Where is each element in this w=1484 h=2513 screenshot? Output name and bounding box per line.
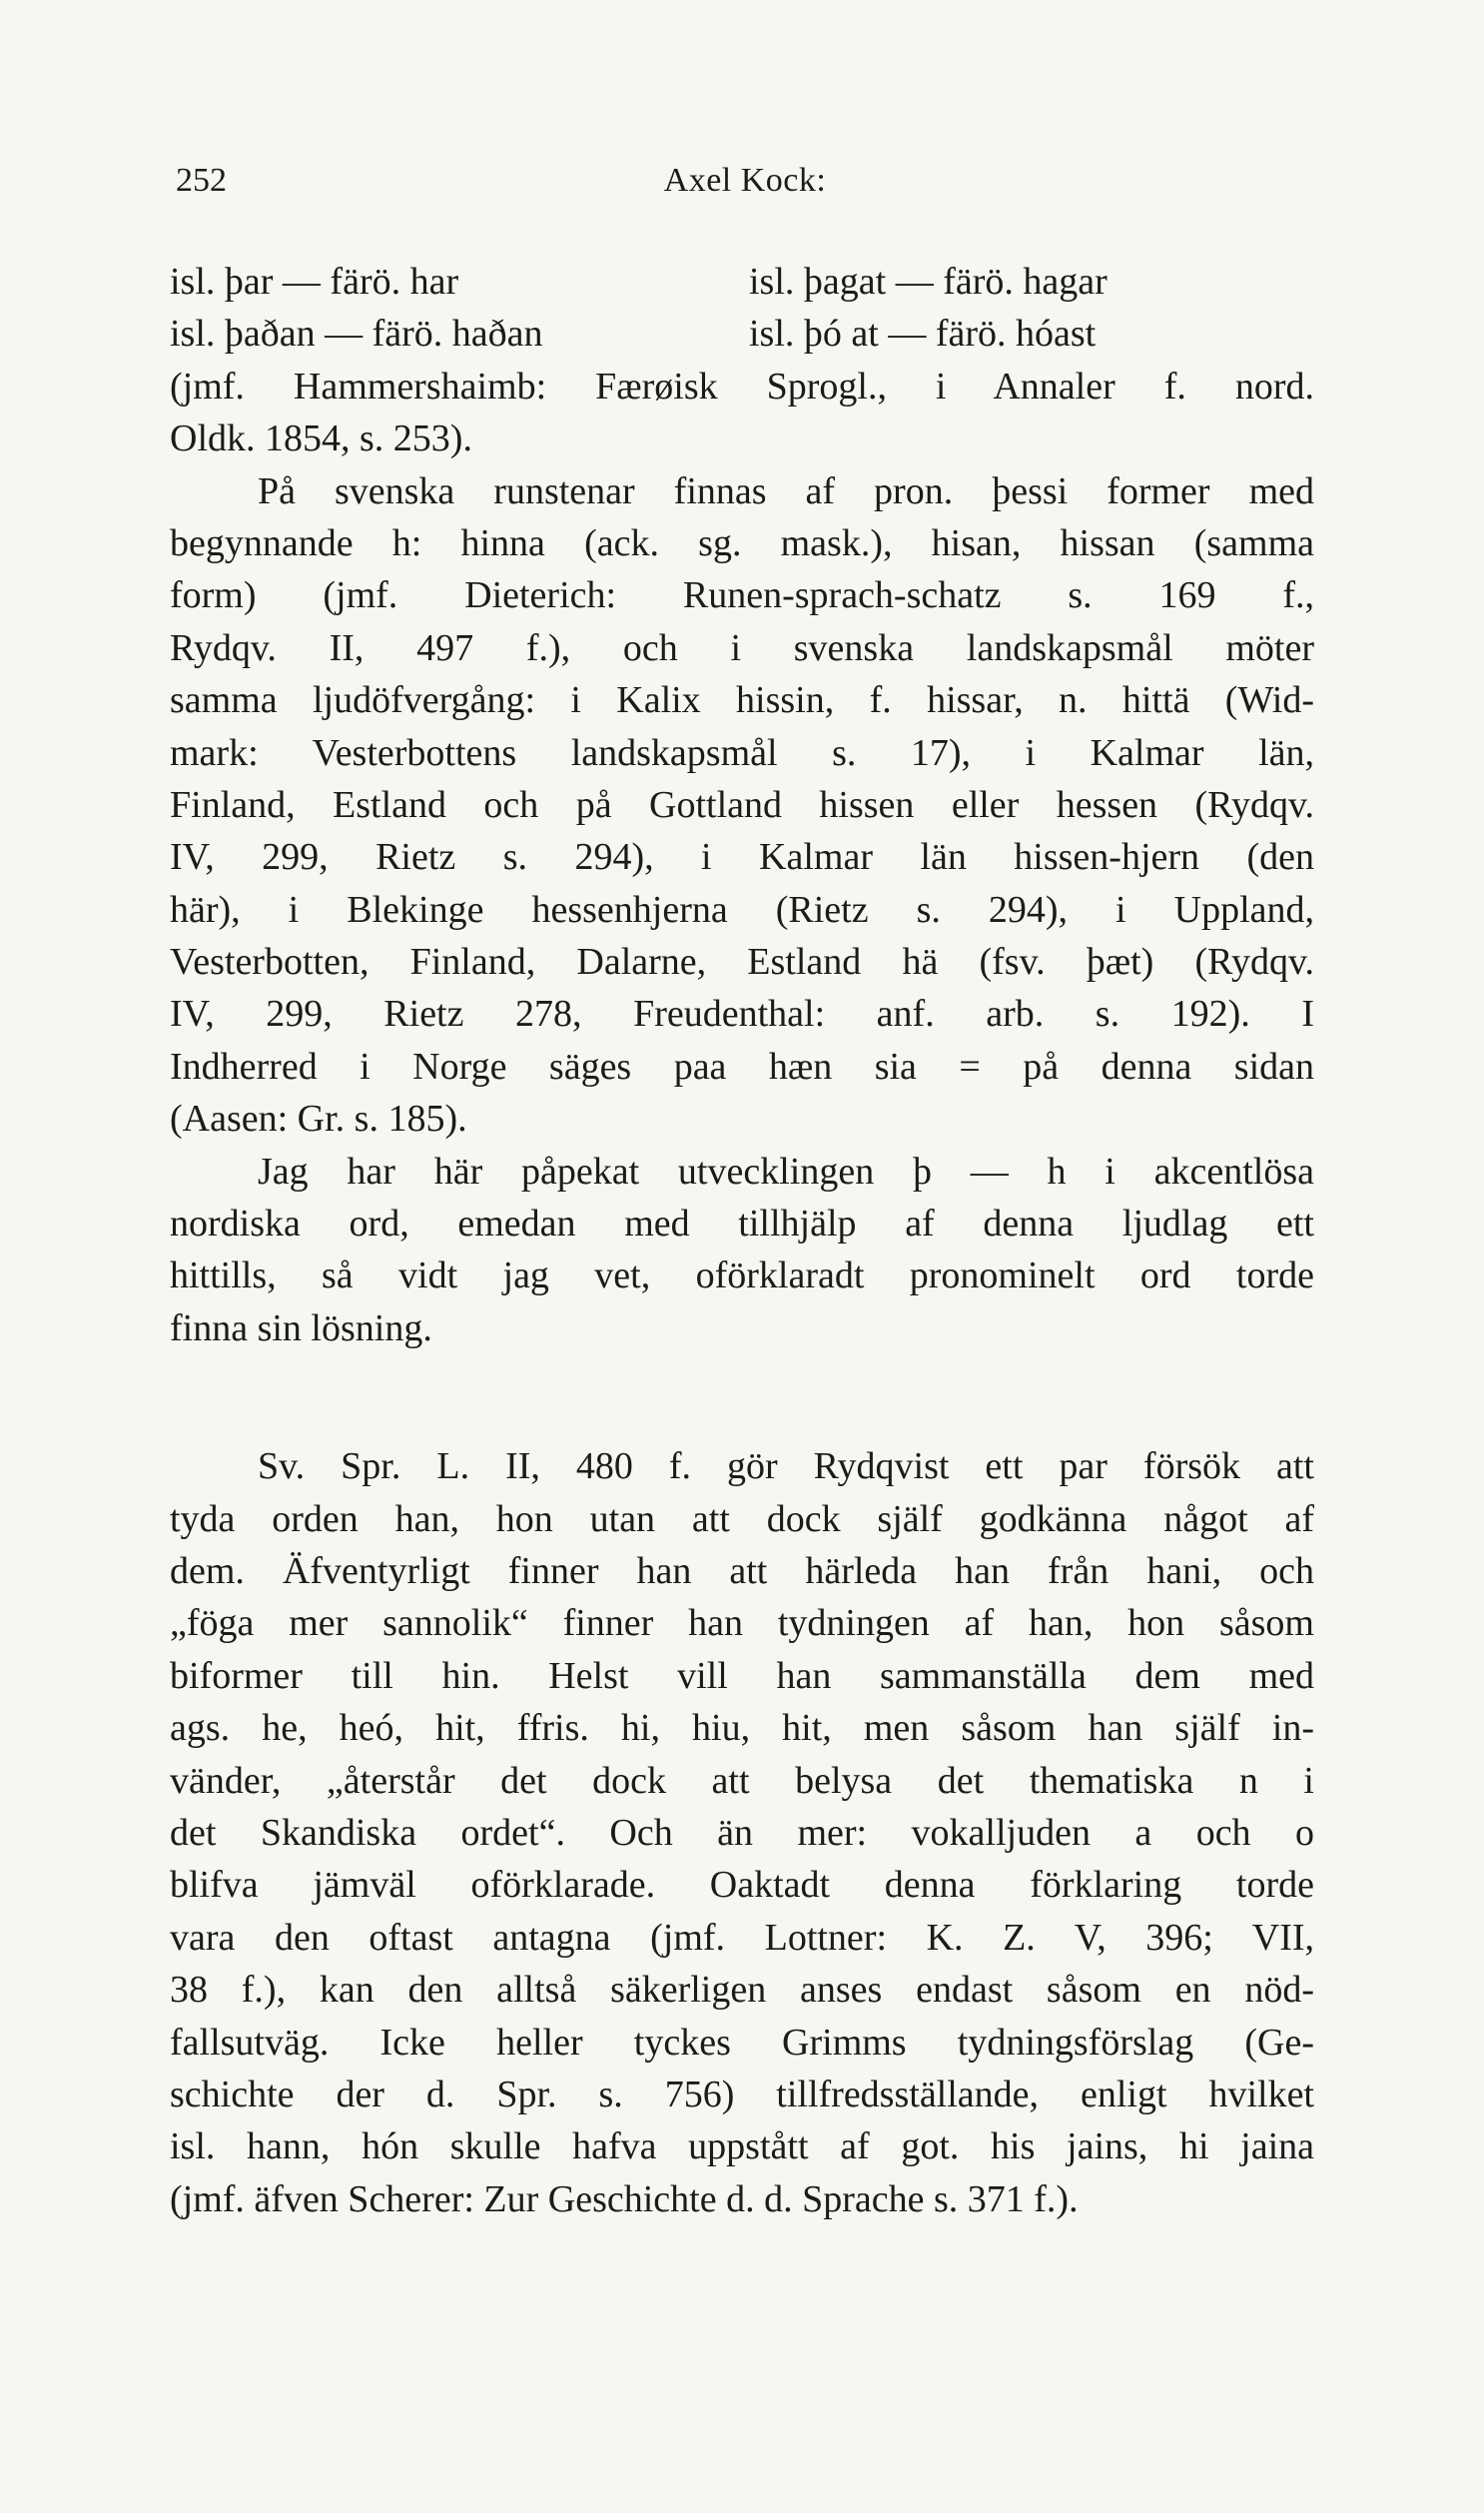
- text-line: ags. he, heó, hit, ffris. hi, hiu, hit, men såsom han själf in-: [170, 1707, 1314, 1750]
- text-line: isl. hann, hón skulle hafva uppstått af got. his jains, hi jaina: [170, 2125, 1314, 2168]
- text-line: blifva jämväl oförklarade. Oaktadt denna förklaring torde: [170, 1864, 1314, 1907]
- text-line: vänder, „återstår det dock att belysa det thematiska n i: [170, 1759, 1314, 1802]
- paragraph-2: [170, 465, 1314, 1146]
- text-line: samma ljudöfvergång: i Kalix hissin, f. hissar, n. hittä (Wid-: [170, 679, 1314, 722]
- text-line-right: isl. þó at — färö. hóast: [749, 313, 1097, 356]
- text-line: „föga mer sannolik“ finner han tydningen af han, hon såsom: [170, 1602, 1314, 1645]
- text-line-left: isl. þar — färö. har: [170, 261, 459, 303]
- text-line: nordiska ord, emedan med tillhjälp af denna ljudlag ett: [170, 1203, 1314, 1246]
- text-line: Finland, Estland och på Gottland hissen eller hessen (Rydqv.: [170, 783, 1314, 826]
- text-line: fallsutväg. Icke heller tyckes Grimms tydningsförslag (Ge-: [170, 2021, 1314, 2064]
- text-line-right: isl. þagat — färö. hagar: [749, 261, 1108, 303]
- text-line: mark: Vesterbottens landskapsmål s. 17), i Kalmar län,: [170, 731, 1314, 774]
- paragraph-3: [170, 1146, 1314, 1355]
- text-line-left: isl. þaðan — färö. haðan: [170, 313, 543, 356]
- text-line: (Aasen: Gr. s. 185).: [170, 1098, 467, 1141]
- text-line: biformer till hin. Helst vill han sammanställa dem med: [170, 1654, 1314, 1697]
- text-line: Rydqv. II, 497 f.), och i svenska landskapsmål möter: [170, 626, 1314, 669]
- text-line: På svenska runstenar finnas af pron. þessi former med: [258, 469, 1314, 512]
- text-line: Vesterbotten, Finland, Dalarne, Estland hä (fsv. þæt) (Rydqv.: [170, 941, 1314, 984]
- text-line: Oldk. 1854, s. 253).: [170, 418, 472, 460]
- text-line: 38 f.), kan den alltså säkerligen anses endast såsom en nöd-: [170, 1969, 1314, 2012]
- text-line: tyda orden han, hon utan att dock själf godkänna något af: [170, 1497, 1314, 1540]
- text-line: det Skandiska ordet“. Och än mer: vokalljuden a och o: [170, 1811, 1314, 1854]
- text-line: IV, 299, Rietz s. 294), i Kalmar län hissen-hjern (den: [170, 836, 1314, 879]
- paragraph-4: [170, 1440, 1314, 2225]
- page-number: 252: [176, 162, 227, 199]
- text-line: schichte der d. Spr. s. 756) tillfredsställande, enligt hvilket: [170, 2073, 1314, 2115]
- running-head: Axel Kock:: [663, 162, 827, 199]
- text-line: (jmf. äfven Scherer: Zur Geschichte d. d. Sprache s. 371 f.).: [170, 2177, 1079, 2220]
- body-text: [170, 256, 1314, 2225]
- text-line: hittills, så vidt jag vet, oförklaradt pronominelt ord torde: [170, 1255, 1314, 1297]
- text-line: (jmf. Hammershaimb: Færøisk Sprogl., i Annaler f. nord.: [170, 365, 1314, 408]
- section-gap: [170, 1354, 1314, 1440]
- text-line: form) (jmf. Dieterich: Runen-sprach-schatz s. 169 f.,: [170, 574, 1314, 617]
- text-line: finna sin lösning.: [170, 1306, 432, 1349]
- text-line: dem. Äfventyrligt finner han att härleda han från hani, och: [170, 1549, 1314, 1592]
- text-line: Jag har här påpekat utvecklingen þ — h i akcentlösa: [258, 1150, 1314, 1193]
- text-line: IV, 299, Rietz 278, Freudenthal: anf. arb. s. 192). I: [170, 993, 1314, 1036]
- text-line: [170, 256, 1314, 308]
- text-line: begynnande h: hinna (ack. sg. mask.), hisan, hissan (samma: [170, 521, 1314, 564]
- page-header: [176, 162, 1314, 212]
- paragraph-1: [170, 256, 1314, 465]
- text-line: Indherred i Norge säges paa hæn sia = på denna sidan: [170, 1045, 1314, 1088]
- text-line: här), i Blekinge hessenhjerna (Rietz s. 294), i Uppland,: [170, 888, 1314, 931]
- text-line: Sv. Spr. L. II, 480 f. gör Rydqvist ett par försök att: [258, 1445, 1314, 1488]
- text-line: [170, 308, 1314, 360]
- text-line: vara den oftast antagna (jmf. Lottner: K. Z. V, 396; VII,: [170, 1916, 1314, 1959]
